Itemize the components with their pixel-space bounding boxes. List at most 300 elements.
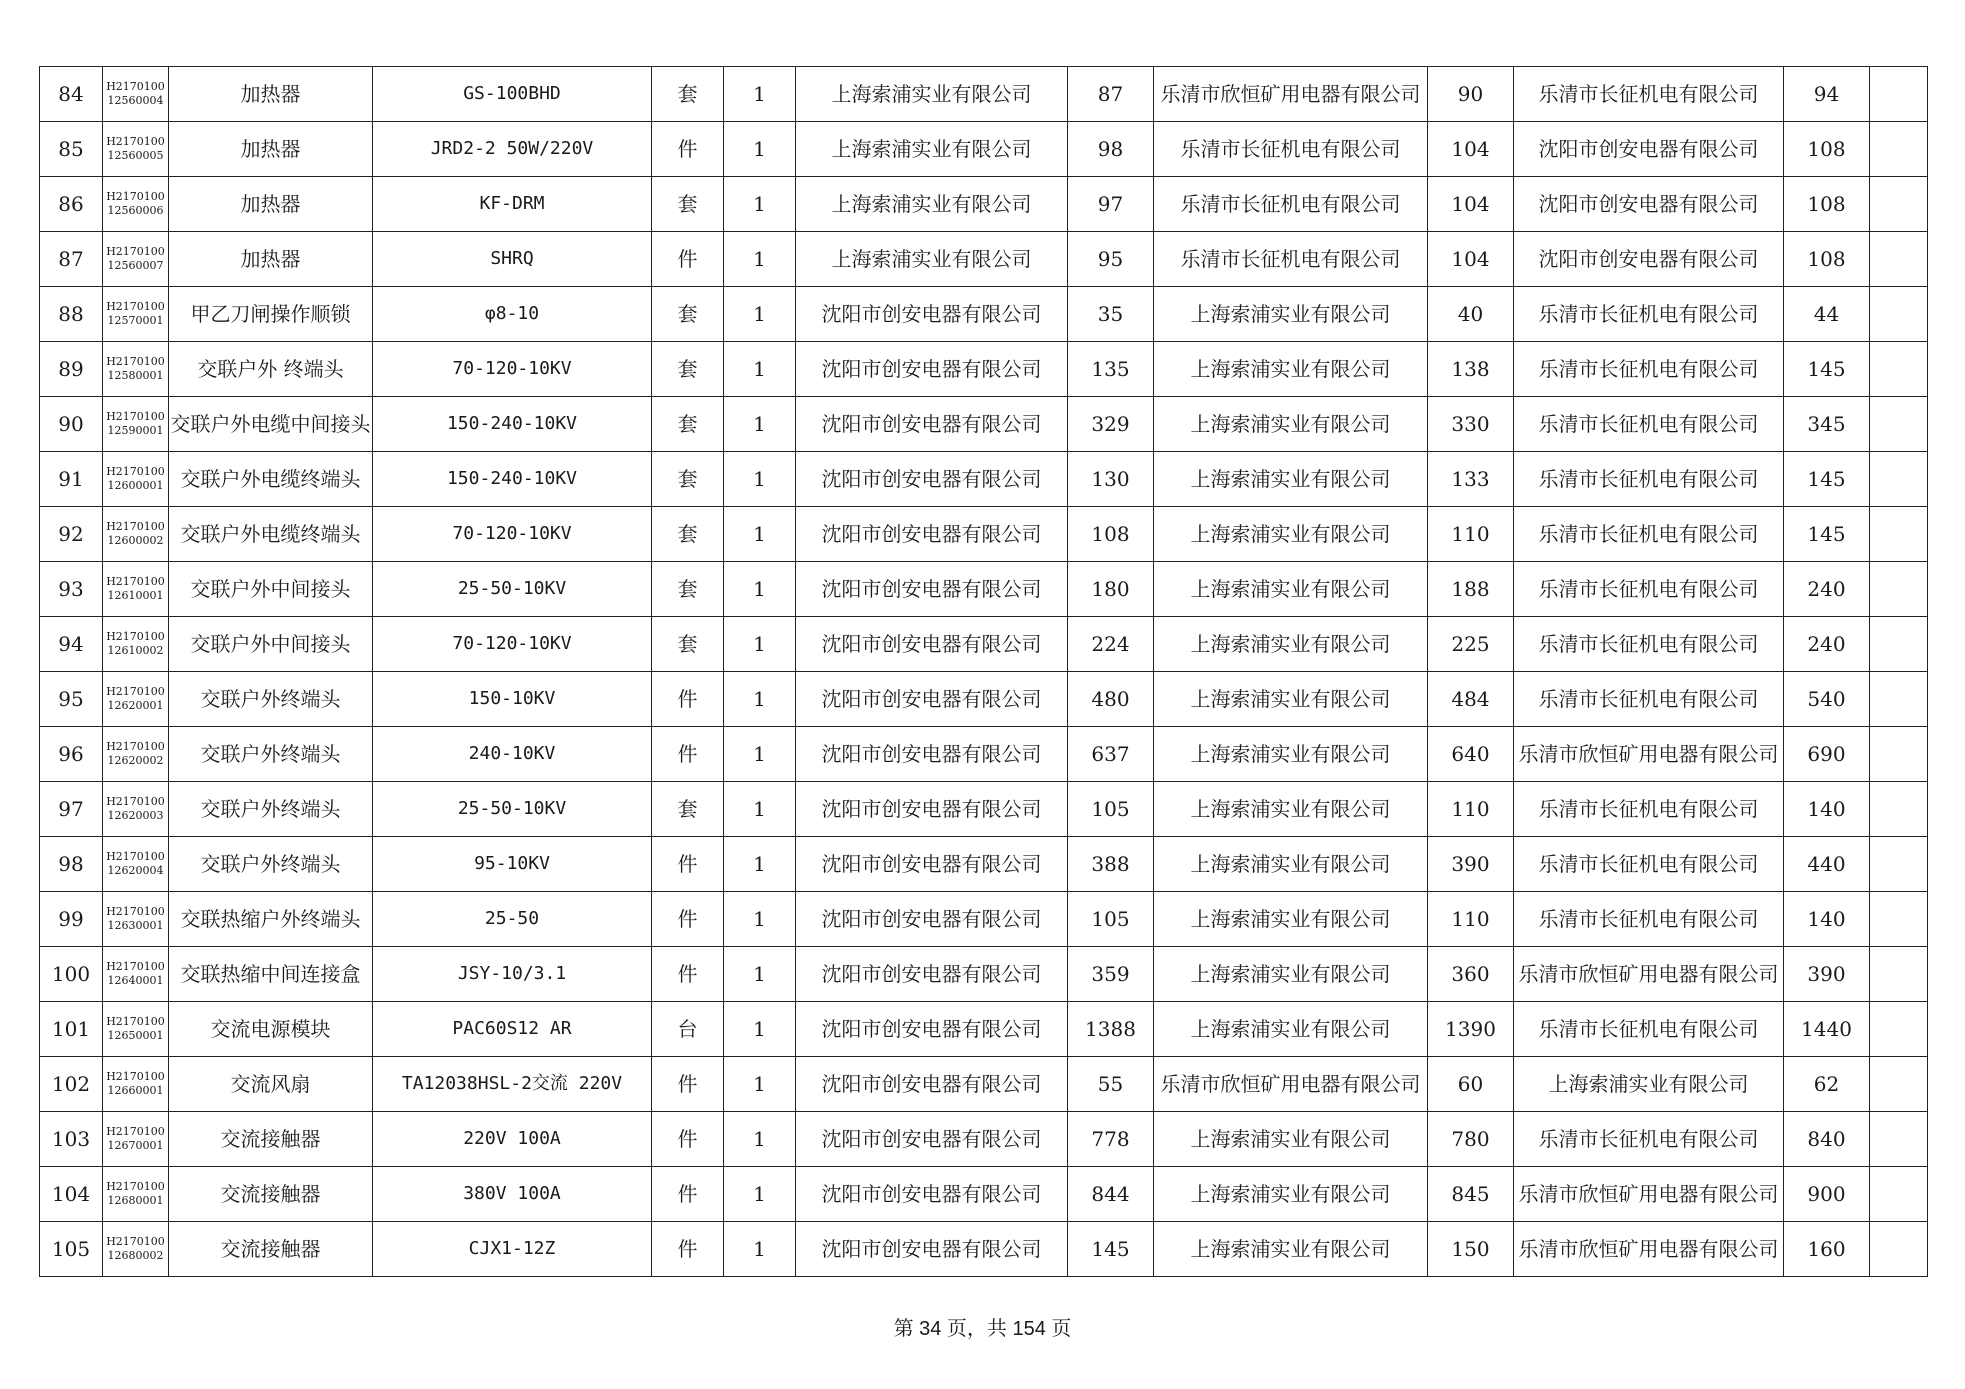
material-code-cell: H217010012560005 [103, 122, 169, 177]
supplier-2-cell: 上海索浦实业有限公司 [1154, 1112, 1428, 1167]
remark-cell [1870, 452, 1928, 507]
specification-cell: 25-50-10KV [373, 782, 652, 837]
quantity-cell: 1 [724, 672, 796, 727]
price-1-cell: 329 [1068, 397, 1154, 452]
item-name-cell: 交联户外电缆终端头 [169, 507, 373, 562]
price-3-cell: 900 [1784, 1167, 1870, 1222]
supplier-1-cell: 上海索浦实业有限公司 [796, 232, 1068, 287]
price-1-cell: 108 [1068, 507, 1154, 562]
price-1-cell: 105 [1068, 782, 1154, 837]
price-1-cell: 480 [1068, 672, 1154, 727]
quantity-cell: 1 [724, 122, 796, 177]
item-name-cell: 交联户外终端头 [169, 672, 373, 727]
price-3-cell: 108 [1784, 122, 1870, 177]
table-row [40, 122, 1928, 177]
supplier-1-cell: 沈阳市创安电器有限公司 [796, 342, 1068, 397]
supplier-2-cell: 上海索浦实业有限公司 [1154, 507, 1428, 562]
supplier-2-cell: 上海索浦实业有限公司 [1154, 1167, 1428, 1222]
supplier-3-cell: 上海索浦实业有限公司 [1514, 1057, 1784, 1112]
supplier-3-cell: 乐清市长征机电有限公司 [1514, 397, 1784, 452]
supplier-3-cell: 乐清市长征机电有限公司 [1514, 782, 1784, 837]
remark-cell [1870, 1002, 1928, 1057]
specification-cell: JSY-10/3.1 [373, 947, 652, 1002]
price-2-cell: 110 [1428, 892, 1514, 947]
supplier-2-cell: 上海索浦实业有限公司 [1154, 947, 1428, 1002]
supplier-3-cell: 乐清市长征机电有限公司 [1514, 452, 1784, 507]
supplier-2-cell: 上海索浦实业有限公司 [1154, 892, 1428, 947]
quantity-cell: 1 [724, 727, 796, 782]
item-name-cell: 加热器 [169, 232, 373, 287]
remark-cell [1870, 947, 1928, 1002]
material-code-cell: H217010012620001 [103, 672, 169, 727]
unit-cell: 套 [652, 342, 724, 397]
price-2-cell: 40 [1428, 287, 1514, 342]
table-row [40, 342, 1928, 397]
price-1-cell: 180 [1068, 562, 1154, 617]
supplier-3-cell: 乐清市长征机电有限公司 [1514, 67, 1784, 122]
item-name-cell: 交联户外 终端头 [169, 342, 373, 397]
remark-cell [1870, 837, 1928, 892]
price-2-cell: 60 [1428, 1057, 1514, 1112]
material-code-cell: H217010012600002 [103, 507, 169, 562]
price-2-cell: 188 [1428, 562, 1514, 617]
unit-cell: 套 [652, 617, 724, 672]
table-row [40, 507, 1928, 562]
price-2-cell: 110 [1428, 507, 1514, 562]
material-code-cell: H217010012600001 [103, 452, 169, 507]
quantity-cell: 1 [724, 617, 796, 672]
row-number-cell: 84 [40, 67, 103, 122]
price-1-cell: 97 [1068, 177, 1154, 232]
price-1-cell: 637 [1068, 727, 1154, 782]
specification-cell: SHRQ [373, 232, 652, 287]
remark-cell [1870, 287, 1928, 342]
supplier-3-cell: 沈阳市创安电器有限公司 [1514, 232, 1784, 287]
quantity-cell: 1 [724, 1167, 796, 1222]
quantity-cell: 1 [724, 782, 796, 837]
supplier-2-cell: 乐清市长征机电有限公司 [1154, 122, 1428, 177]
supplier-3-cell: 乐清市欣恒矿用电器有限公司 [1514, 1222, 1784, 1277]
item-name-cell: 交联户外终端头 [169, 727, 373, 782]
page-footer: 第 34 页，共 154 页 [893, 1318, 1072, 1340]
item-name-cell: 交流电源模块 [169, 1002, 373, 1057]
specification-cell: CJX1-12Z [373, 1222, 652, 1277]
price-1-cell: 359 [1068, 947, 1154, 1002]
material-code-cell: H217010012680001 [103, 1167, 169, 1222]
remark-cell [1870, 727, 1928, 782]
price-2-cell: 104 [1428, 122, 1514, 177]
specification-cell: 150-10KV [373, 672, 652, 727]
table-row [40, 947, 1928, 1002]
specification-cell: GS-100BHD [373, 67, 652, 122]
row-number-cell: 105 [40, 1222, 103, 1277]
table-row [40, 562, 1928, 617]
quantity-cell: 1 [724, 1002, 796, 1057]
supplier-2-cell: 上海索浦实业有限公司 [1154, 397, 1428, 452]
specification-cell: 240-10KV [373, 727, 652, 782]
supplier-3-cell: 乐清市长征机电有限公司 [1514, 1112, 1784, 1167]
specification-cell: 150-240-10KV [373, 452, 652, 507]
item-name-cell: 交联户外中间接头 [169, 562, 373, 617]
price-1-cell: 224 [1068, 617, 1154, 672]
quantity-cell: 1 [724, 1057, 796, 1112]
supplier-1-cell: 沈阳市创安电器有限公司 [796, 1002, 1068, 1057]
quantity-cell: 1 [724, 232, 796, 287]
remark-cell [1870, 67, 1928, 122]
remark-cell [1870, 1222, 1928, 1277]
item-name-cell: 甲乙刀闸操作顺锁 [169, 287, 373, 342]
unit-cell: 件 [652, 947, 724, 1002]
price-1-cell: 87 [1068, 67, 1154, 122]
supplier-2-cell: 乐清市欣恒矿用电器有限公司 [1154, 1057, 1428, 1112]
row-number-cell: 98 [40, 837, 103, 892]
price-3-cell: 94 [1784, 67, 1870, 122]
item-name-cell: 交联户外电缆中间接头 [169, 397, 373, 452]
supplier-2-cell: 上海索浦实业有限公司 [1154, 342, 1428, 397]
price-1-cell: 105 [1068, 892, 1154, 947]
price-3-cell: 390 [1784, 947, 1870, 1002]
item-name-cell: 交流接触器 [169, 1167, 373, 1222]
unit-cell: 件 [652, 1167, 724, 1222]
specification-cell: 150-240-10KV [373, 397, 652, 452]
table-row [40, 617, 1928, 672]
quantity-cell: 1 [724, 837, 796, 892]
quantity-cell: 1 [724, 287, 796, 342]
supplier-2-cell: 上海索浦实业有限公司 [1154, 617, 1428, 672]
item-name-cell: 加热器 [169, 67, 373, 122]
material-code-cell: H217010012630001 [103, 892, 169, 947]
table-row [40, 1167, 1928, 1222]
item-name-cell: 交流接触器 [169, 1112, 373, 1167]
remark-cell [1870, 672, 1928, 727]
supplier-3-cell: 沈阳市创安电器有限公司 [1514, 122, 1784, 177]
supplier-1-cell: 沈阳市创安电器有限公司 [796, 947, 1068, 1002]
item-name-cell: 交联户外中间接头 [169, 617, 373, 672]
supplier-3-cell: 乐清市长征机电有限公司 [1514, 287, 1784, 342]
quantity-cell: 1 [724, 342, 796, 397]
unit-cell: 套 [652, 67, 724, 122]
price-3-cell: 690 [1784, 727, 1870, 782]
price-1-cell: 1388 [1068, 1002, 1154, 1057]
price-2-cell: 484 [1428, 672, 1514, 727]
table-row [40, 1222, 1928, 1277]
price-1-cell: 388 [1068, 837, 1154, 892]
row-number-cell: 100 [40, 947, 103, 1002]
material-code-cell: H217010012620002 [103, 727, 169, 782]
supplier-3-cell: 乐清市长征机电有限公司 [1514, 672, 1784, 727]
supplier-1-cell: 沈阳市创安电器有限公司 [796, 1057, 1068, 1112]
price-3-cell: 44 [1784, 287, 1870, 342]
material-code-cell: H217010012560004 [103, 67, 169, 122]
material-code-cell: H217010012660001 [103, 1057, 169, 1112]
remark-cell [1870, 342, 1928, 397]
supplier-2-cell: 上海索浦实业有限公司 [1154, 837, 1428, 892]
table-row [40, 177, 1928, 232]
price-1-cell: 844 [1068, 1167, 1154, 1222]
table-row [40, 837, 1928, 892]
supplier-1-cell: 沈阳市创安电器有限公司 [796, 727, 1068, 782]
quantity-cell: 1 [724, 452, 796, 507]
price-1-cell: 130 [1068, 452, 1154, 507]
price-1-cell: 778 [1068, 1112, 1154, 1167]
row-number-cell: 97 [40, 782, 103, 837]
row-number-cell: 93 [40, 562, 103, 617]
specification-cell: 95-10KV [373, 837, 652, 892]
specification-cell: KF-DRM [373, 177, 652, 232]
specification-cell: 380V 100A [373, 1167, 652, 1222]
supplier-3-cell: 乐清市长征机电有限公司 [1514, 892, 1784, 947]
row-number-cell: 88 [40, 287, 103, 342]
price-2-cell: 104 [1428, 232, 1514, 287]
supplier-1-cell: 沈阳市创安电器有限公司 [796, 617, 1068, 672]
quantity-cell: 1 [724, 507, 796, 562]
table-row [40, 452, 1928, 507]
table-row [40, 727, 1928, 782]
unit-cell: 套 [652, 397, 724, 452]
remark-cell [1870, 397, 1928, 452]
quantity-cell: 1 [724, 1222, 796, 1277]
supplier-2-cell: 乐清市欣恒矿用电器有限公司 [1154, 67, 1428, 122]
supplier-1-cell: 沈阳市创安电器有限公司 [796, 892, 1068, 947]
price-2-cell: 330 [1428, 397, 1514, 452]
row-number-cell: 102 [40, 1057, 103, 1112]
quantity-cell: 1 [724, 892, 796, 947]
quantity-cell: 1 [724, 397, 796, 452]
unit-cell: 件 [652, 122, 724, 177]
item-name-cell: 交联户外电缆终端头 [169, 452, 373, 507]
price-3-cell: 160 [1784, 1222, 1870, 1277]
price-1-cell: 98 [1068, 122, 1154, 177]
supplier-1-cell: 沈阳市创安电器有限公司 [796, 507, 1068, 562]
supplier-1-cell: 沈阳市创安电器有限公司 [796, 837, 1068, 892]
price-3-cell: 240 [1784, 562, 1870, 617]
unit-cell: 套 [652, 287, 724, 342]
price-2-cell: 90 [1428, 67, 1514, 122]
material-code-cell: H217010012650001 [103, 1002, 169, 1057]
supplier-3-cell: 乐清市长征机电有限公司 [1514, 342, 1784, 397]
table-row [40, 782, 1928, 837]
table-row [40, 287, 1928, 342]
unit-cell: 件 [652, 232, 724, 287]
remark-cell [1870, 1057, 1928, 1112]
unit-cell: 件 [652, 1112, 724, 1167]
table-row [40, 1112, 1928, 1167]
price-3-cell: 345 [1784, 397, 1870, 452]
remark-cell [1870, 177, 1928, 232]
row-number-cell: 89 [40, 342, 103, 397]
price-2-cell: 138 [1428, 342, 1514, 397]
supplier-2-cell: 上海索浦实业有限公司 [1154, 782, 1428, 837]
material-code-cell: H217010012680002 [103, 1222, 169, 1277]
material-code-cell: H217010012590001 [103, 397, 169, 452]
price-3-cell: 140 [1784, 892, 1870, 947]
row-number-cell: 85 [40, 122, 103, 177]
price-1-cell: 55 [1068, 1057, 1154, 1112]
price-2-cell: 225 [1428, 617, 1514, 672]
price-3-cell: 108 [1784, 232, 1870, 287]
price-3-cell: 108 [1784, 177, 1870, 232]
remark-cell [1870, 507, 1928, 562]
unit-cell: 套 [652, 452, 724, 507]
unit-cell: 套 [652, 177, 724, 232]
price-2-cell: 110 [1428, 782, 1514, 837]
remark-cell [1870, 617, 1928, 672]
price-2-cell: 845 [1428, 1167, 1514, 1222]
supplier-3-cell: 乐清市欣恒矿用电器有限公司 [1514, 727, 1784, 782]
row-number-cell: 94 [40, 617, 103, 672]
specification-cell: 220V 100A [373, 1112, 652, 1167]
price-2-cell: 1390 [1428, 1002, 1514, 1057]
row-number-cell: 90 [40, 397, 103, 452]
row-number-cell: 91 [40, 452, 103, 507]
price-3-cell: 840 [1784, 1112, 1870, 1167]
row-number-cell: 99 [40, 892, 103, 947]
specification-cell: 25-50 [373, 892, 652, 947]
supplier-3-cell: 乐清市长征机电有限公司 [1514, 507, 1784, 562]
specification-cell: 70-120-10KV [373, 507, 652, 562]
item-name-cell: 交联热缩中间连接盒 [169, 947, 373, 1002]
material-code-cell: H217010012620003 [103, 782, 169, 837]
price-2-cell: 150 [1428, 1222, 1514, 1277]
specification-cell: TA12038HSL-2交流 220V [373, 1057, 652, 1112]
table-row [40, 1057, 1928, 1112]
supplier-3-cell: 乐清市长征机电有限公司 [1514, 617, 1784, 672]
supplier-1-cell: 上海索浦实业有限公司 [796, 122, 1068, 177]
price-1-cell: 95 [1068, 232, 1154, 287]
row-number-cell: 104 [40, 1167, 103, 1222]
table-row [40, 232, 1928, 287]
unit-cell: 件 [652, 1222, 724, 1277]
price-2-cell: 390 [1428, 837, 1514, 892]
quantity-cell: 1 [724, 67, 796, 122]
price-1-cell: 145 [1068, 1222, 1154, 1277]
supplier-2-cell: 乐清市长征机电有限公司 [1154, 232, 1428, 287]
row-number-cell: 101 [40, 1002, 103, 1057]
material-code-cell: H217010012620004 [103, 837, 169, 892]
unit-cell: 件 [652, 672, 724, 727]
item-name-cell: 交流风扇 [169, 1057, 373, 1112]
row-number-cell: 103 [40, 1112, 103, 1167]
quantity-cell: 1 [724, 947, 796, 1002]
supplier-2-cell: 上海索浦实业有限公司 [1154, 672, 1428, 727]
unit-cell: 件 [652, 1057, 724, 1112]
unit-cell: 套 [652, 562, 724, 617]
table-row [40, 397, 1928, 452]
supplier-1-cell: 上海索浦实业有限公司 [796, 67, 1068, 122]
specification-cell: 70-120-10KV [373, 617, 652, 672]
quantity-cell: 1 [724, 562, 796, 617]
supplier-1-cell: 沈阳市创安电器有限公司 [796, 1222, 1068, 1277]
item-name-cell: 加热器 [169, 177, 373, 232]
item-name-cell: 加热器 [169, 122, 373, 177]
price-1-cell: 135 [1068, 342, 1154, 397]
supplier-2-cell: 上海索浦实业有限公司 [1154, 287, 1428, 342]
supplier-3-cell: 乐清市欣恒矿用电器有限公司 [1514, 947, 1784, 1002]
supplier-2-cell: 上海索浦实业有限公司 [1154, 452, 1428, 507]
row-number-cell: 92 [40, 507, 103, 562]
row-number-cell: 87 [40, 232, 103, 287]
unit-cell: 套 [652, 507, 724, 562]
supplier-2-cell: 上海索浦实业有限公司 [1154, 562, 1428, 617]
supplier-1-cell: 沈阳市创安电器有限公司 [796, 1112, 1068, 1167]
specification-cell: 70-120-10KV [373, 342, 652, 397]
remark-cell [1870, 1167, 1928, 1222]
material-code-cell: H217010012560006 [103, 177, 169, 232]
unit-cell: 件 [652, 892, 724, 947]
supplier-2-cell: 上海索浦实业有限公司 [1154, 727, 1428, 782]
specification-cell: 25-50-10KV [373, 562, 652, 617]
table-row [40, 672, 1928, 727]
price-3-cell: 145 [1784, 452, 1870, 507]
supplier-1-cell: 沈阳市创安电器有限公司 [796, 452, 1068, 507]
material-code-cell: H217010012560007 [103, 232, 169, 287]
supplier-2-cell: 上海索浦实业有限公司 [1154, 1222, 1428, 1277]
table-body [40, 67, 1928, 1277]
price-3-cell: 240 [1784, 617, 1870, 672]
material-code-cell: H217010012670001 [103, 1112, 169, 1167]
supplier-3-cell: 沈阳市创安电器有限公司 [1514, 177, 1784, 232]
supplier-1-cell: 沈阳市创安电器有限公司 [796, 782, 1068, 837]
price-3-cell: 540 [1784, 672, 1870, 727]
material-code-cell: H217010012580001 [103, 342, 169, 397]
supplier-3-cell: 乐清市长征机电有限公司 [1514, 837, 1784, 892]
supplier-1-cell: 上海索浦实业有限公司 [796, 177, 1068, 232]
specification-cell: PAC60S12 AR [373, 1002, 652, 1057]
price-1-cell: 35 [1068, 287, 1154, 342]
price-comparison-table [39, 66, 1928, 1277]
quantity-cell: 1 [724, 177, 796, 232]
remark-cell [1870, 1112, 1928, 1167]
supplier-1-cell: 沈阳市创安电器有限公司 [796, 1167, 1068, 1222]
price-3-cell: 145 [1784, 342, 1870, 397]
table-row [40, 892, 1928, 947]
item-name-cell: 交联户外终端头 [169, 837, 373, 892]
supplier-3-cell: 乐清市欣恒矿用电器有限公司 [1514, 1167, 1784, 1222]
material-code-cell: H217010012570001 [103, 287, 169, 342]
price-2-cell: 104 [1428, 177, 1514, 232]
unit-cell: 件 [652, 837, 724, 892]
table-row [40, 67, 1928, 122]
price-2-cell: 780 [1428, 1112, 1514, 1167]
price-3-cell: 440 [1784, 837, 1870, 892]
remark-cell [1870, 232, 1928, 287]
supplier-2-cell: 上海索浦实业有限公司 [1154, 1002, 1428, 1057]
specification-cell: φ8-10 [373, 287, 652, 342]
material-code-cell: H217010012610002 [103, 617, 169, 672]
supplier-3-cell: 乐清市长征机电有限公司 [1514, 562, 1784, 617]
price-2-cell: 640 [1428, 727, 1514, 782]
supplier-2-cell: 乐清市长征机电有限公司 [1154, 177, 1428, 232]
row-number-cell: 95 [40, 672, 103, 727]
unit-cell: 套 [652, 782, 724, 837]
table-row [40, 1002, 1928, 1057]
remark-cell [1870, 562, 1928, 617]
price-3-cell: 1440 [1784, 1002, 1870, 1057]
price-3-cell: 140 [1784, 782, 1870, 837]
row-number-cell: 96 [40, 727, 103, 782]
material-code-cell: H217010012610001 [103, 562, 169, 617]
remark-cell [1870, 892, 1928, 947]
item-name-cell: 交联热缩户外终端头 [169, 892, 373, 947]
unit-cell: 台 [652, 1002, 724, 1057]
price-3-cell: 145 [1784, 507, 1870, 562]
remark-cell [1870, 122, 1928, 177]
supplier-3-cell: 乐清市长征机电有限公司 [1514, 1002, 1784, 1057]
remark-cell [1870, 782, 1928, 837]
supplier-1-cell: 沈阳市创安电器有限公司 [796, 672, 1068, 727]
row-number-cell: 86 [40, 177, 103, 232]
specification-cell: JRD2-2 50W/220V [373, 122, 652, 177]
